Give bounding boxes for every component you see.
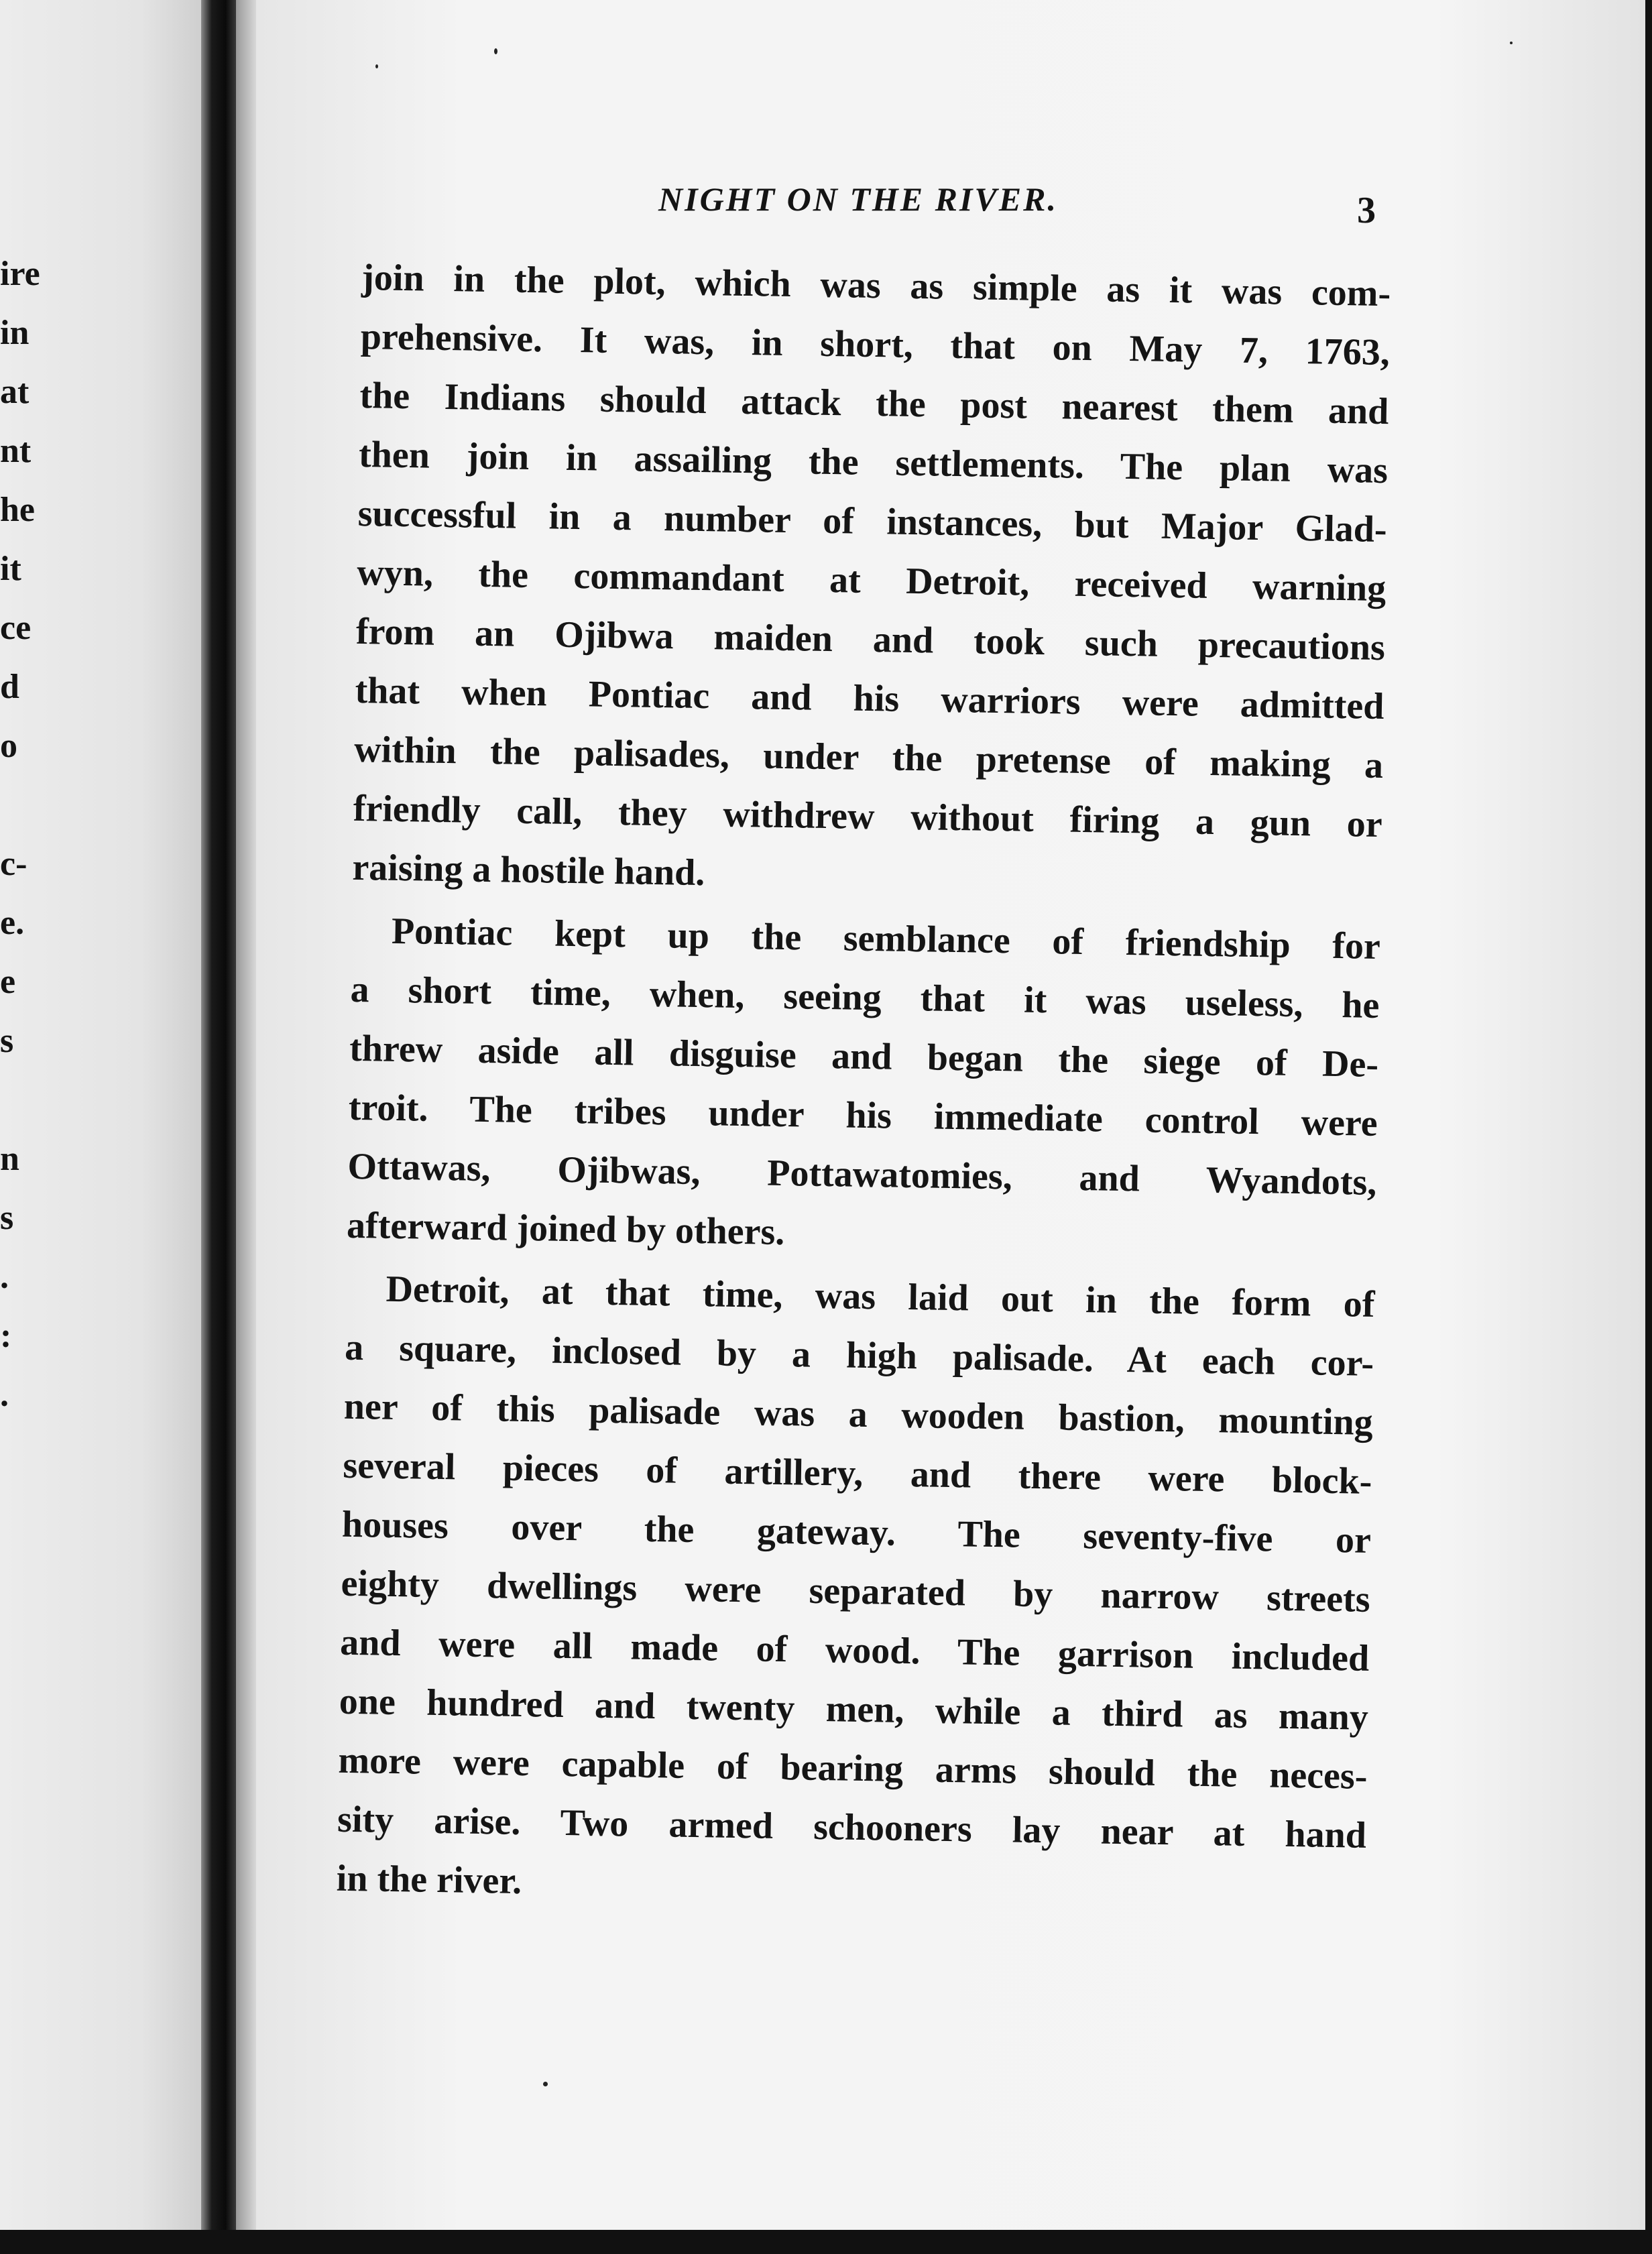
text-line: sity arise. Two armed schooners lay near at hand: [337, 1798, 1367, 1856]
text-line: houses over the gateway. The seventy-five or: [341, 1503, 1372, 1561]
running-head: NIGHT ON THE RIVER.: [658, 180, 1058, 218]
left-fragment: at: [0, 373, 30, 411]
left-fragment: s: [0, 1022, 14, 1060]
text-line: that when Pontiac and his warriors were admitted: [355, 669, 1384, 728]
text-line: eighty dwellings were separated by narrow streets: [341, 1562, 1371, 1620]
body-text: [336, 248, 1391, 1924]
left-fragment: nt: [0, 432, 32, 470]
left-fragment: [0, 1071, 80, 1130]
text-line: ner of this palisade was a wooden bastion, mounting: [343, 1385, 1374, 1443]
text-line: several pieces of artillery, and there were block-: [342, 1444, 1372, 1502]
text-line: threw aside all disguise and began the siege of De-: [349, 1027, 1379, 1085]
left-fragment: :: [0, 1317, 12, 1355]
left-fragment: it: [0, 550, 21, 588]
text-line: more were capable of bearing arms should the neces-: [338, 1739, 1368, 1797]
left-fragment: .: [0, 1376, 9, 1414]
left-fragment: n: [0, 1140, 19, 1178]
left-fragment: he: [0, 491, 35, 529]
scan-right-border: [1645, 0, 1652, 2254]
text-line: join in the plot, which was as simple as it was com-: [361, 256, 1391, 315]
text-line: friendly call, they withdrew without firing a gun or: [353, 787, 1383, 846]
text-line: Ottawas, Ojibwas, Pottawatomies, and Wyandots,: [347, 1145, 1377, 1203]
text-line: Pontiac kept up the semblance of friendship for: [391, 910, 1381, 967]
left-fragment: ire: [0, 255, 40, 293]
text-line: the Indians should attack the post nearest them and: [359, 374, 1389, 433]
text-line: wyn, the commandant at Detroit, received warning: [356, 551, 1386, 610]
paragraph: [346, 901, 1380, 1271]
left-fragment: s: [0, 1199, 14, 1237]
left-fragment: o: [0, 727, 17, 765]
page-number: 3: [1357, 190, 1376, 231]
left-fragment: in: [0, 314, 30, 352]
text-line: afterward joined by others.: [346, 1204, 785, 1254]
text-line: then join in assailing the settlements. The plan was: [358, 433, 1389, 492]
left-fragment: d: [0, 668, 19, 706]
text-line: raising a hostile hand.: [351, 846, 705, 894]
paragraph: [336, 1259, 1375, 1924]
text-line: Detroit, at that time, was laid out in the form of: [386, 1268, 1375, 1325]
paper-speck: [494, 48, 497, 54]
left-fragment: ce: [0, 609, 32, 647]
text-line: a square, inclosed by a high palisade. At each cor-: [344, 1326, 1374, 1384]
left-page-text-fragments: [0, 245, 80, 1425]
paper-speck: [1510, 42, 1513, 44]
text-line: and were all made of wood. The garrison included: [339, 1621, 1370, 1679]
book-gutter-shadow: [201, 0, 236, 2254]
scan-bottom-border: [0, 2230, 1652, 2254]
paper-speck: [543, 2082, 548, 2086]
paragraph: [352, 248, 1391, 913]
text-line: successful in a number of instances, but Major Glad-: [357, 492, 1388, 551]
text-line: in the river.: [336, 1857, 522, 1903]
paper-speck: [375, 64, 378, 68]
text-line: from an Ojibwa maiden and took such precautions: [355, 610, 1386, 669]
left-page: [0, 0, 201, 2254]
book-gutter-edge: [236, 0, 256, 2254]
text-line: a short time, when, seeing that it was useless, he: [350, 968, 1380, 1026]
left-fragment: [0, 776, 80, 835]
left-fragment: e.: [0, 904, 25, 942]
left-fragment: e: [0, 963, 16, 1001]
text-line: one hundred and twenty men, while a third as many: [339, 1680, 1369, 1738]
text-line: troit. The tribes under his immediate control were: [348, 1086, 1378, 1144]
text-line: prehensive. It was, in short, that on May 7, 1763,: [360, 315, 1391, 374]
left-fragment: .: [0, 1258, 9, 1296]
text-line: within the palisades, under the pretense of making a: [353, 728, 1384, 787]
left-fragment: c-: [0, 845, 27, 883]
